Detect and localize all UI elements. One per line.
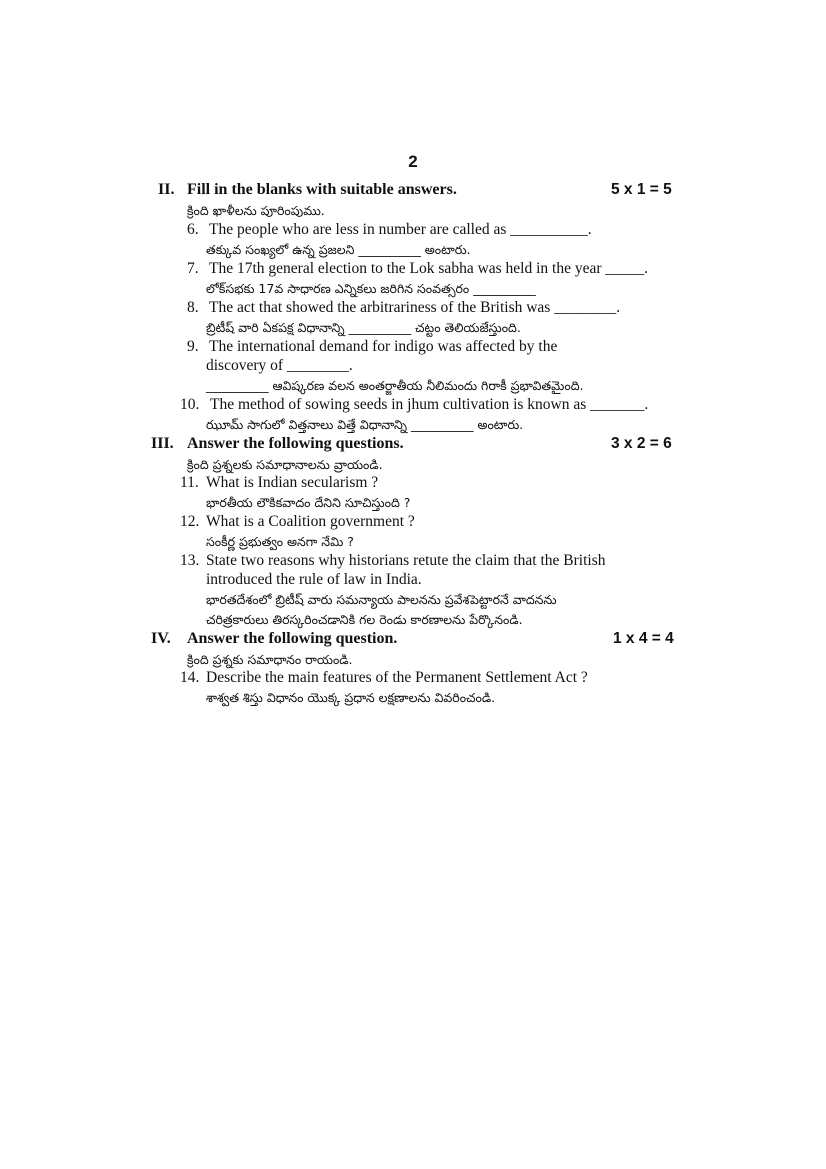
question-text-telugu: ఝూమ్ సాగులో విత్తనాలు విత్తే విధానాన్ని __________ అంటారు. — [206, 417, 524, 432]
section-instruction-telugu: క్రింది ప్రశ్నలకు సమాధానాలను వ్రాయండి. — [187, 457, 383, 472]
section-roman-numeral: III. — [151, 435, 174, 452]
question-text-telugu: సంకీర్ణ ప్రభుత్వం అనగా నేమి ? — [206, 534, 354, 549]
section-marks: 5 x 1 = 5 — [611, 181, 672, 198]
question-item — [187, 259, 648, 278]
page-number: 2 — [408, 152, 418, 171]
section-heading — [151, 629, 397, 648]
question-number: 13. — [180, 552, 200, 569]
question-item — [180, 473, 378, 492]
question-text-english: Describe the main features of the Permanent Settlement Act ? — [206, 669, 588, 686]
question-text-english-continued: discovery of ________. — [206, 357, 353, 374]
question-item — [180, 395, 648, 414]
question-text-english: What is a Coalition government ? — [206, 513, 415, 530]
section-roman-numeral: IV. — [151, 630, 171, 647]
question-text-telugu-continued: చరిత్రకారులు తిరస్కరించడానికి గల రెండు కారణాలను పేర్కొనండి. — [206, 612, 523, 627]
question-number: 10. — [180, 396, 200, 413]
question-text-english: What is Indian secularism ? — [206, 474, 379, 491]
question-number: 12. — [180, 513, 200, 530]
section-instruction-telugu: క్రింది ప్రశ్నకు సమాధానం రాయండి. — [187, 652, 353, 667]
question-number: 11. — [180, 474, 199, 491]
question-item — [187, 220, 592, 239]
question-text-english: The international demand for indigo was affected by the — [209, 338, 558, 355]
question-number: 7. — [187, 260, 199, 277]
question-text-english-continued: introduced the rule of law in India. — [206, 571, 422, 588]
section-roman-numeral: II. — [158, 181, 175, 198]
question-number: 6. — [187, 221, 199, 238]
question-text-telugu: బ్రిటీష్ వారి ఏకపక్ష విధానాన్ని __________ చట్టం తెలియజేస్తుంది. — [206, 320, 521, 335]
question-text-telugu: భారతదేశంలో బ్రిటీష్ వారు సమన్యాయ పాలనను ప్రవేశపెట్టారనే వాదనను — [206, 592, 557, 607]
question-text-english: The method of sowing seeds in jhum cultivation is known as _______. — [210, 396, 649, 413]
question-number: 14. — [180, 669, 200, 686]
question-text-english: State two reasons why historians retute the claim that the British — [206, 552, 606, 569]
question-item — [180, 551, 605, 570]
section-title: Fill in the blanks with suitable answers. — [187, 181, 457, 198]
question-item — [180, 512, 415, 531]
question-text-telugu: శాశ్వత శిస్తు విధానం యొక్క ప్రధాన లక్షణాలను వివరించండి. — [206, 690, 496, 705]
question-text-english: The 17th general election to the Lok sabha was held in the year _____. — [209, 260, 649, 277]
question-text-telugu: __________ ఆవిష్కరణ వలన అంతర్జాతీయ నీలిమందు గిరాకీ ప్రభావితమైంది. — [206, 378, 584, 393]
question-number: 8. — [187, 299, 199, 316]
section-instruction-telugu: క్రింది ఖాళీలను పూరింపుము. — [187, 203, 325, 218]
question-item — [187, 298, 620, 317]
section-heading — [151, 434, 404, 453]
question-number: 9. — [187, 338, 199, 355]
question-text-telugu: భారతీయ లౌకికవాదం దేనిని సూచిస్తుంది ? — [206, 495, 411, 510]
question-item — [180, 668, 588, 687]
question-item — [187, 337, 557, 356]
section-marks: 1 x 4 = 4 — [613, 630, 674, 647]
question-text-telugu: లోక్‌సభకు 17వ సాధారణ ఎన్నికలు జరిగిన సంవత్సరం __________ — [206, 281, 536, 296]
question-text-english: The act that showed the arbitrariness of the British was ________. — [209, 299, 621, 316]
section-title: Answer the following questions. — [187, 435, 404, 452]
section-title: Answer the following question. — [187, 630, 398, 647]
section-marks: 3 x 2 = 6 — [611, 435, 672, 452]
section-heading — [158, 180, 457, 199]
question-text-english: The people who are less in number are called as __________. — [209, 221, 592, 238]
question-text-telugu: తక్కువ సంఖ్యలో ఉన్న ప్రజలని __________ అంటారు. — [206, 242, 471, 257]
